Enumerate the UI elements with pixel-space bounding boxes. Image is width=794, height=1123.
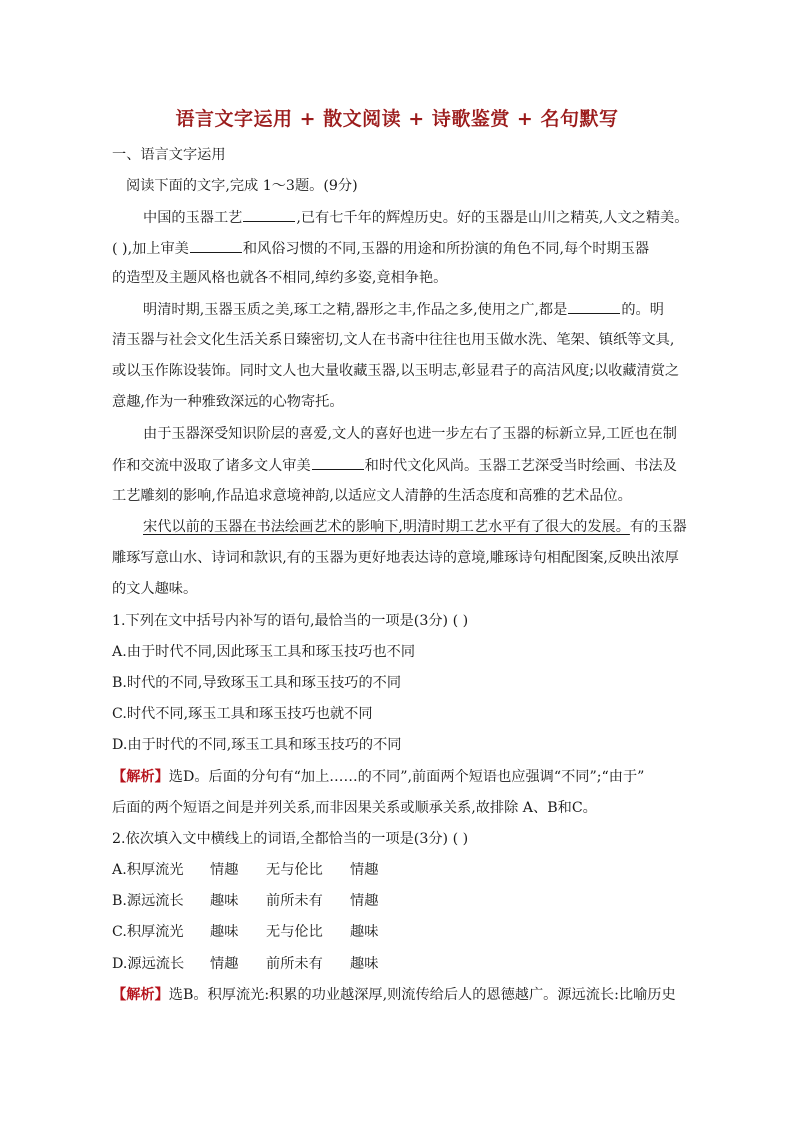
question-1-option-b: B.时代的不同,导致琢玉工具和琢玉技巧的不同 [112, 675, 402, 691]
option-word: 情趣 [210, 956, 239, 972]
question-1-option-a: A.由于时代不同,因此琢玉工具和琢玉技巧也不同 [112, 644, 416, 660]
question-1-analysis-line-2: 后面的两个短语之间是并列关系,而非因果关系或顺承关系,故排除 A、B和C。 [112, 800, 597, 816]
fill-blank-4 [312, 455, 364, 470]
text-span: 作和交流中汲取了诸多文人审美 [112, 458, 311, 474]
paragraph-1-line-2 [112, 238, 680, 259]
option-word: D.源远流长 [112, 956, 185, 972]
question-1-option-c: C.时代不同,琢玉工具和琢玉技巧也就不同 [112, 706, 373, 722]
paragraph-4-line-2: 雕琢写意山水、诗词和款识,有的玉器为更好地表达诗的意境,雕琢诗句相配图案,反映出浓厚 [112, 550, 679, 566]
paragraph-3-line-3: 工艺雕刻的影响,作品追求意境神韵,以适应文人清静的生活态度和高雅的艺术品位。 [112, 488, 632, 504]
option-word: 前所未有 [266, 956, 323, 972]
paragraph-2-line-4: 意趣,作为一种雅致深远的心物寄托。 [112, 394, 344, 410]
option-word: 趣味 [210, 893, 239, 909]
question-2-option-d [112, 954, 410, 974]
fill-blank-2 [190, 238, 242, 253]
text-span: 和风俗习惯的不同,玉器的用途和所扮演的角色不同,每个时期玉器 [242, 241, 650, 257]
question-2-stem: 2.依次填入文中横线上的词语,全都恰当的一项是(3分) ( ) [112, 831, 469, 847]
option-word: 趣味 [350, 924, 379, 940]
text-span: ,已有七千年的辉煌历史。好的玉器是山川之精英,人文之精美。 [296, 210, 689, 226]
option-word: 情趣 [210, 862, 239, 878]
question-2-option-b [112, 891, 410, 911]
paragraph-2-line-2: 清玉器与社会文化生活关系日臻密切,文人在书斋中往往也用玉做水洗、笔架、镇纸等文具, [112, 332, 675, 348]
fill-blank-3 [568, 299, 620, 314]
option-word: C.积厚流光 [112, 924, 184, 940]
fill-blank-1 [243, 207, 295, 222]
text-span: 中国的玉器工艺 [143, 210, 243, 226]
question-1-analysis-line-1 [112, 767, 644, 787]
question-2-option-a [112, 860, 410, 880]
option-word: 无与伦比 [266, 924, 323, 940]
option-word: 情趣 [350, 893, 379, 909]
question-2-analysis-line-1 [112, 985, 676, 1005]
text-span: 明清时期,玉器玉质之美,琢工之精,器形之丰,作品之多,使用之广,都是 [143, 302, 568, 318]
text-span: 选B。积厚流光:积累的功业越深厚,则流传给后人的恩德越广。源远流长:比喻历史 [168, 987, 676, 1003]
text-span: 的。明 [621, 302, 664, 318]
option-word: B.源远流长 [112, 893, 184, 909]
option-word: 趣味 [210, 924, 239, 940]
text-span: 选D。后面的分句有“加上……的不同”,前面两个短语也应强调“不同”;“由于” [168, 769, 645, 785]
analysis-tag: 【解析】 [112, 769, 169, 785]
paragraph-3-line-2 [112, 455, 680, 476]
page-title: 语言文字运用 + 散文阅读 + 诗歌鉴赏 + 名句默写 [175, 108, 619, 130]
paragraph-2-line-3: 或以玉作陈设装饰。同时文人也大量收藏玉器,以玉明志,彰显君子的高洁风度;以收藏清赏之 [112, 363, 680, 379]
underlined-sentence: 宋代以前的玉器在书法绘画艺术的影响下,明清时期工艺水平有了很大的发展。 [143, 519, 630, 535]
analysis-tag: 【解析】 [112, 987, 169, 1003]
section-heading: 一、语言文字运用 [112, 147, 226, 163]
paragraph-3-line-1: 由于玉器深受知识阶层的喜爱,文人的喜好也进一步左右了玉器的标新立异,工匠也在制 [143, 426, 677, 442]
option-word: 无与伦比 [266, 862, 323, 878]
option-word: A.积厚流光 [112, 862, 184, 878]
instruction-text: 阅读下面的文字,完成 1～3题。(9分) [126, 178, 358, 194]
paragraph-2-line-1 [143, 299, 664, 320]
text-span: 有的玉器 [629, 519, 687, 535]
paragraph-4-line-3: 的文人趣味。 [112, 581, 198, 597]
option-word: 情趣 [350, 862, 379, 878]
text-span: 和时代文化风尚。玉器工艺深受当时绘画、书法及 [364, 458, 677, 474]
text-span: ( ),加上审美 [112, 241, 189, 257]
paragraph-1-line-1 [143, 207, 688, 228]
paragraph-4-line-1 [143, 517, 687, 537]
paragraph-1-line-3: 的造型及主题风格也就各不相同,绰约多姿,竟相争艳。 [112, 270, 448, 286]
question-2-option-c [112, 922, 410, 942]
option-word: 趣味 [350, 956, 379, 972]
question-1-stem: 1.下列在文中括号内补写的语句,最恰当的一项是(3分) ( ) [112, 613, 469, 629]
question-1-option-d: D.由于时代的不同,琢玉工具和琢玉技巧的不同 [112, 737, 402, 753]
option-word: 前所未有 [266, 893, 323, 909]
